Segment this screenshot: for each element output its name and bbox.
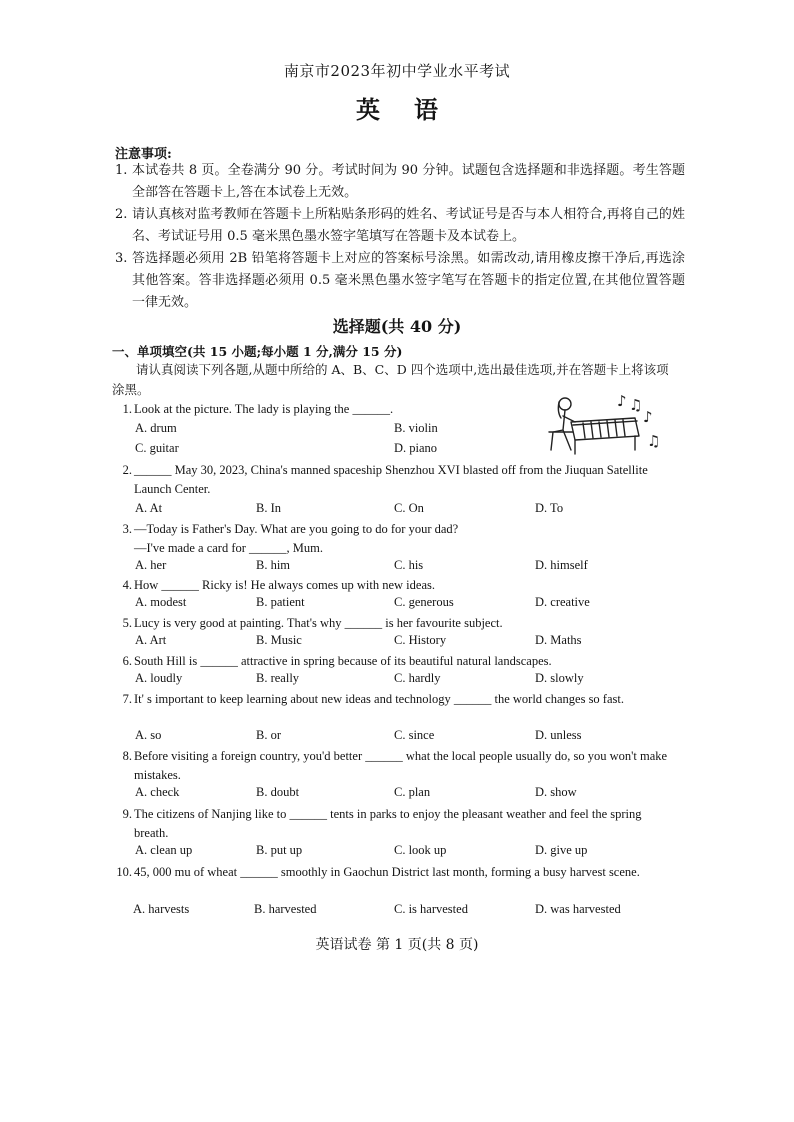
option-b: B. really: [256, 671, 300, 685]
option-d: D. Maths: [535, 633, 582, 647]
part-title: 一、单项填空(共 15 小题;每小题 1 分,满分 15 分): [112, 344, 403, 359]
question-text: 45, 000 mu of wheat ______ smoothly in Gaochun District last month, forming a busy harvest scene.: [134, 865, 640, 879]
option-c: C. generous: [394, 595, 454, 609]
option-a: A. modest: [135, 595, 187, 609]
question-text: ______ May 30, 2023, China's manned spaceship Shenzhou XVI blasted off from the Jiuquan Satellite Launch Center.: [134, 463, 648, 496]
page-footer: 英语试卷 第 1 页(共 8 页): [315, 937, 479, 953]
question-5: 5. Lucy is very good at painting. That's why ______ is her favourite subject.: [114, 614, 674, 633]
option-d: D. was harvested: [535, 902, 621, 916]
option-c: C. guitar: [135, 441, 179, 455]
section-title: 选择题(共 40 分): [332, 317, 462, 336]
question-8: 8. Before visiting a foreign country, you'd better ______ what the local people usually do, so you won't make mistakes.: [114, 747, 674, 785]
option-c: C. plan: [394, 785, 431, 799]
question-text: Lucy is very good at painting. That's why ______ is her favourite subject.: [134, 616, 503, 630]
question-9: 9. The citizens of Nanjing like to ______ tents in parks to enjoy the pleasant weather and feel the spring breath.: [114, 805, 674, 843]
question-10: 10. 45, 000 mu of wheat ______ smoothly in Gaochun District last month, forming a busy harvest scene.: [114, 863, 674, 882]
note-text: 请认真核对监考教师在答题卡上所粘贴条形码的姓名、考试证号是否与本人相符合,再将自己的姓名、考试证号用 0.5 毫米黑色墨水签字笔填写在答题卡及本试卷上。: [132, 207, 685, 244]
option-a: A. her: [135, 558, 167, 572]
option-b: B. In: [256, 501, 281, 515]
option-a: A. Art: [135, 633, 167, 647]
option-d: D. To: [535, 501, 564, 515]
option-d: D. creative: [535, 595, 590, 609]
option-c: C. look up: [394, 843, 447, 857]
note-text: 答选择题必须用 2B 铅笔将答题卡上对应的答案标号涂黑。如需改动,请用橡皮擦干净后,再选涂其他答案。答非选择题必须用 0.5 毫米黑色墨水签字笔写在答题卡的指定位置,在其他位置答题一律无效。: [132, 251, 685, 310]
question-3-reply: [114, 539, 674, 558]
option-b: B. Music: [256, 633, 302, 647]
note-text: 本试卷共 8 页。全卷满分 90 分。考试时间为 90 分钟。试题包含选择题和非选择题。考生答题全部答在答题卡上,答在本试卷上无效。: [132, 163, 685, 200]
option-c: C. since: [394, 728, 435, 742]
question-text: How ______ Ricky is! He always comes up with new ideas.: [134, 578, 435, 592]
option-d: D. unless: [535, 728, 582, 742]
question-text: —I've made a card for ______, Mum.: [134, 541, 324, 555]
option-a: A. so: [135, 728, 162, 742]
svg-text:♪: ♪: [617, 392, 627, 410]
option-a: A. At: [135, 501, 163, 515]
exam-header: 南京市2023年初中学业水平考试: [283, 62, 511, 80]
question-text: Before visiting a foreign country, you'd better ______ what the local people usually do, so you won't make mistakes.: [134, 749, 668, 782]
note-item: 3. 答选择题必须用 2B 铅笔将答题卡上对应的答案标号涂黑。如需改动,请用橡皮擦干净后,再选涂其他答案。答非选择题必须用 0.5 毫米黑色墨水签字笔写在答题卡的指定位置,在其他位置答题一律无效。: [115, 248, 685, 314]
question-7: 7. It' s important to keep learning about new ideas and technology ______ the world changes so fast.: [114, 690, 674, 709]
question-3: 3. —Today is Father's Day. What are you going to do for your dad?: [114, 520, 674, 539]
question-text: South Hill is ______ attractive in spring because of its beautiful natural landscapes.: [134, 654, 552, 668]
question-text: The citizens of Nanjing like to ______ tents in parks to enjoy the pleasant weather and feel the spring breath.: [134, 807, 642, 840]
option-b: B. doubt: [256, 785, 300, 799]
option-c: C. hardly: [394, 671, 441, 685]
instruction: 请认真阅读下列各题,从题中所给的 A、B、C、D 四个选项中,选出最佳选项,并在答题卡上将该项涂黑。: [112, 362, 669, 397]
question-2: 2. ______ May 30, 2023, China's manned spaceship Shenzhou XVI blasted off from the Jiuquan Satellite Launch Center.: [114, 461, 674, 499]
question-text: Look at the picture. The lady is playing the ______.: [134, 402, 394, 416]
question-1: 1. Look at the picture. The lady is playing the ______.: [114, 400, 674, 419]
option-b: B. him: [256, 558, 291, 572]
option-d: D. give up: [535, 843, 588, 857]
option-b: B. violin: [394, 421, 438, 435]
option-c: C. On: [394, 501, 424, 515]
option-c: C. is harvested: [394, 902, 468, 916]
subject-title: 英语: [356, 95, 472, 124]
option-d: D. himself: [535, 558, 588, 572]
option-d: D. slowly: [535, 671, 584, 685]
svg-text:♫: ♫: [647, 432, 661, 450]
svg-text:♫: ♫: [629, 396, 643, 414]
svg-text:♪: ♪: [643, 408, 653, 426]
question-6: 6. South Hill is ______ attractive in spring because of its beautiful natural landscapes.: [114, 652, 674, 671]
question-text: It' s important to keep learning about new ideas and technology ______ the world changes so fast.: [134, 692, 624, 706]
option-b: B. patient: [256, 595, 305, 609]
note-item: 1. 本试卷共 8 页。全卷满分 90 分。考试时间为 90 分钟。试题包含选择题和非选择题。考生答题全部答在答题卡上,答在本试卷上无效。: [115, 160, 685, 204]
notes-title: 注意事项:: [115, 147, 172, 162]
option-b: B. put up: [256, 843, 303, 857]
note-item: 2. 请认真核对监考教师在答题卡上所粘贴条形码的姓名、考试证号是否与本人相符合,再将自己的姓名、考试证号用 0.5 毫米黑色墨水签字笔填写在答题卡及本试卷上。: [115, 204, 685, 248]
option-b: B. or: [256, 728, 281, 742]
option-a: A. drum: [135, 421, 177, 435]
option-d: D. show: [535, 785, 577, 799]
option-c: C. his: [394, 558, 424, 572]
option-c: C. History: [394, 633, 447, 647]
option-a: A. check: [135, 785, 180, 799]
option-d: D. piano: [394, 441, 438, 455]
option-b: B. harvested: [254, 902, 317, 916]
option-a: A. clean up: [135, 843, 193, 857]
question-4: 4. How ______ Ricky is! He always comes up with new ideas.: [114, 576, 674, 595]
option-a: A. loudly: [135, 671, 183, 685]
option-a: A. harvests: [133, 902, 190, 916]
question-text: —Today is Father's Day. What are you going to do for your dad?: [134, 522, 459, 536]
